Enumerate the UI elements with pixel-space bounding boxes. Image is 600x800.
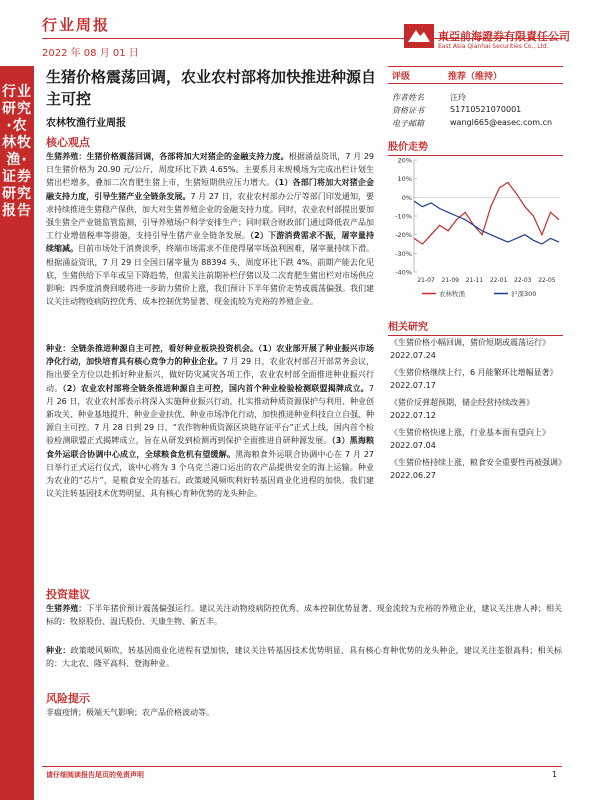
invest-pig-text: 下半年猪价预计震荡偏强运行。建议关注动物疫病防控优秀、成本控制优势显著、现金流较为充裕的养殖企业，建议关注唐人神；相关标的：牧原股份、温氏股份、天康生物、新五丰。 [46,604,563,627]
related-item[interactable]: 《生猪价格持续上涨，粮食安全重要性再被强调》2022.06.27 [390,458,562,480]
rating-bar [388,66,563,84]
core-pig-text-3: 目前市场处于消费淡季，终端市场需求不佳使得屠宰场盈利困难，屠宰量持续下滑。根据涌益资讯，7 月 29 日全国日屠宰量为 88394 头，周度环比下跌 4%。前期产能去化见底，生猪供给下半年或呈下降趋势，但需关注前期补栏仔猪以及二次育肥生猪出栏对市场供应影响：四季度消费回暖将进一步助力猪价上涨，我们预计下半年猪价走势或震荡偏强。我们建议关注动物疫病防控优秀、成本控制优势显著、现金流较为充裕的养殖企业。 [46,244,374,307]
analyst-row [392,105,562,117]
brand-logo-icon [404,24,434,48]
core-views-heading: 核心观点 [46,136,90,149]
footer-divider [42,766,562,767]
core-pig-bold-2: （1）各部门将加大对猪企金融支持力度，引导生猪产业全链条发展。 [46,178,374,201]
core-seed-bold-2: （2）农业农村部将全链条推进种源自主可控，国内首个种业检验检测联盟揭牌成立。 [62,383,369,393]
core-seed-text-2: 7 月 26 日，农业农村部表示将深入实施种业振兴行动，扎实推动种质资源保护与利用、种业创新攻关、种业基地提升、种业企业扶优、种业市场净化行动，加快推进种业科技自立自强、种源自主可控。7 月 28 日到 29 日，“农作物种质资源区块链存证平台”正式上线，国内首个检验检测联盟正式揭牌成立，旨在从研发到检测再到保护全面推进自研种源发展。 [46,383,375,446]
related-list [390,336,562,486]
report-title: 生猪价格震荡回调，农业农村部将加快推进种源自主可控 [46,68,377,108]
analyst-email-key: 电子邮箱 [392,119,424,128]
analyst-cert-key: 资格证书 [392,106,424,115]
core-pig-paragraph [46,150,374,308]
brand-name-en: East Asia Qianhai Securities Co., Ltd. [438,43,549,50]
brand-name-cn: 東亞前海證券有限責任公司 [438,30,570,43]
analyst-cert-value: S1710521070001 [450,105,522,114]
core-seed-text: 7 月 29 日，农业农村部召开部常务会议，指出要全方位以赴抓好种业振兴，做好防灾减灾各项工作，农业农村部全面推进种业振兴行动。 [46,357,374,393]
series-line [414,182,559,244]
legend-label: 农林牧渔 [439,290,465,298]
related-heading: 相关研究 [388,318,563,336]
core-pig-text: 根据涌益资讯，7 月 29 日生猪价格为 20.90 元/公斤，周度环比下跌 4.65%。主要系月末规模场为完成出栏计划生猪出栏增多，叠加二次育肥生猪上市，生猪短期供应压力增大。 [46,152,375,188]
core-pig-text-2: 7 月 27 日，农业农村部办公厅等部门印发通知，要求持续推进生猪稳产保供，加大对生猪养殖企业的金融支持力度。同时，农业农村部提出要加强生猪全产业链监管监测，引导养殖场户科学安排生产；同时联合财政部门通过降低农产品加工行业增值税率等措施，支持引导生猪产业全链条发展。 [46,191,374,241]
related-item[interactable]: 《猪价反弹超预期，储企经营持续改善》2022.07.12 [390,398,534,420]
related-item[interactable]: 《生猪价格继续上行，6 月能繁环比增幅显著》2022.07.17 [390,368,558,390]
rating-value: 推荐（维持） [448,72,503,82]
core-pig-bold-3: （2）下游消费需求不振，屠宰量持续缩减。 [46,231,374,254]
risk-heading: 风险提示 [46,692,90,705]
rating-label: 评级 [392,72,411,82]
invest-pig-paragraph [46,602,562,628]
invest-seed-paragraph [46,644,562,670]
related-item[interactable]: 《生猪价格快速上涨，行业基本面有望向上》2022.07.04 [390,428,550,450]
y-tick-label: 20% [397,156,412,165]
x-tick-label: 21-11 [465,277,484,284]
risk-text: 非瘟疫情；极端天气影响；农产品价格波动等。 [46,708,214,717]
y-tick-label: 0% [401,193,412,202]
core-seed-bold-3: （3）黑海粮食外运联合协调中心成立，全球粮食危机有望缓解。 [46,436,374,459]
report-subtitle: 农林牧渔行业周报 [46,118,126,129]
footer-disclaimer: 请仔细阅读报告尾页的免责声明 [46,771,144,779]
analyst-row [392,92,562,104]
core-seed-bold: 全链条推进种源自主可控，看好种业板块投资机会。（1）农业部开展了种业振兴市场净化行动，加快培育具有核心竞争力的种业企业。 [46,344,375,367]
y-tick-label: -20% [395,231,412,240]
analyst-row [392,118,562,130]
analyst-email-link[interactable]: wangl665@easec.com.cn [450,118,553,127]
x-tick-label: 21-09 [441,277,459,284]
y-tick-label: 10% [397,175,412,184]
stock-chart-heading: 股价走势 [388,138,563,156]
core-seed-text-3: 黑海粮食外运联合协调中心在 7 月 27 日举行正式运行仪式，该中心将为 3 个乌克兰港口运出的农产品提供安全的海上运输。种业为农业的“芯片”，是粮食安全的基石。政策暖风频吹利好转基因商业化进程的加快。我们建议关注转基因技术优势明显、具有核心育种优势的龙头种企。 [46,449,374,499]
invest-seed-text: 政策暖风频吹，转基因商业化进程有望加快，建议关注转基因技术优势明显、具有核心育种优势的龙头种企，建议关注荃银高科；相关标的：大北农、隆平高科、登海种业。 [46,646,563,669]
related-item[interactable]: 《生猪价格小幅回调，猪价短期或震荡运行》2022.07.24 [390,338,550,360]
analyst-info [392,92,562,132]
analyst-name-key: 作者姓名 [392,93,424,102]
report-date: 2022 年 08 月 01 日 [42,48,139,59]
core-seed-lead: 种业： [46,344,71,353]
y-tick-label: -30% [395,249,412,258]
category-sidebar [0,66,34,800]
stock-chart [388,156,563,306]
core-seed-paragraph [46,342,374,500]
invest-seed-lead: 种业： [46,646,71,655]
x-tick-label: 22-03 [514,277,532,284]
page-number: 1 [552,770,558,779]
legend-label: 沪深300 [511,290,537,298]
core-pig-lead: 生猪养殖： [46,152,87,161]
invest-heading: 投资建议 [46,588,90,601]
y-tick-label: -10% [395,212,412,221]
x-tick-label: 22-01 [489,277,508,284]
sidebar-label: 行业研究·农林牧渔·证券研究报告 [2,84,32,219]
invest-pig-lead: 生猪养殖： [46,604,87,613]
y-tick-label: -40% [395,268,412,277]
x-tick-label: 22-05 [538,277,556,284]
core-pig-bold: 生猪价格震荡回调，各部将加大对猪企的金融支持力度。 [86,152,289,161]
x-tick-label: 21-07 [417,277,435,284]
analyst-name-value: 汪玲 [450,93,466,102]
report-type: 行业周报 [42,16,111,34]
